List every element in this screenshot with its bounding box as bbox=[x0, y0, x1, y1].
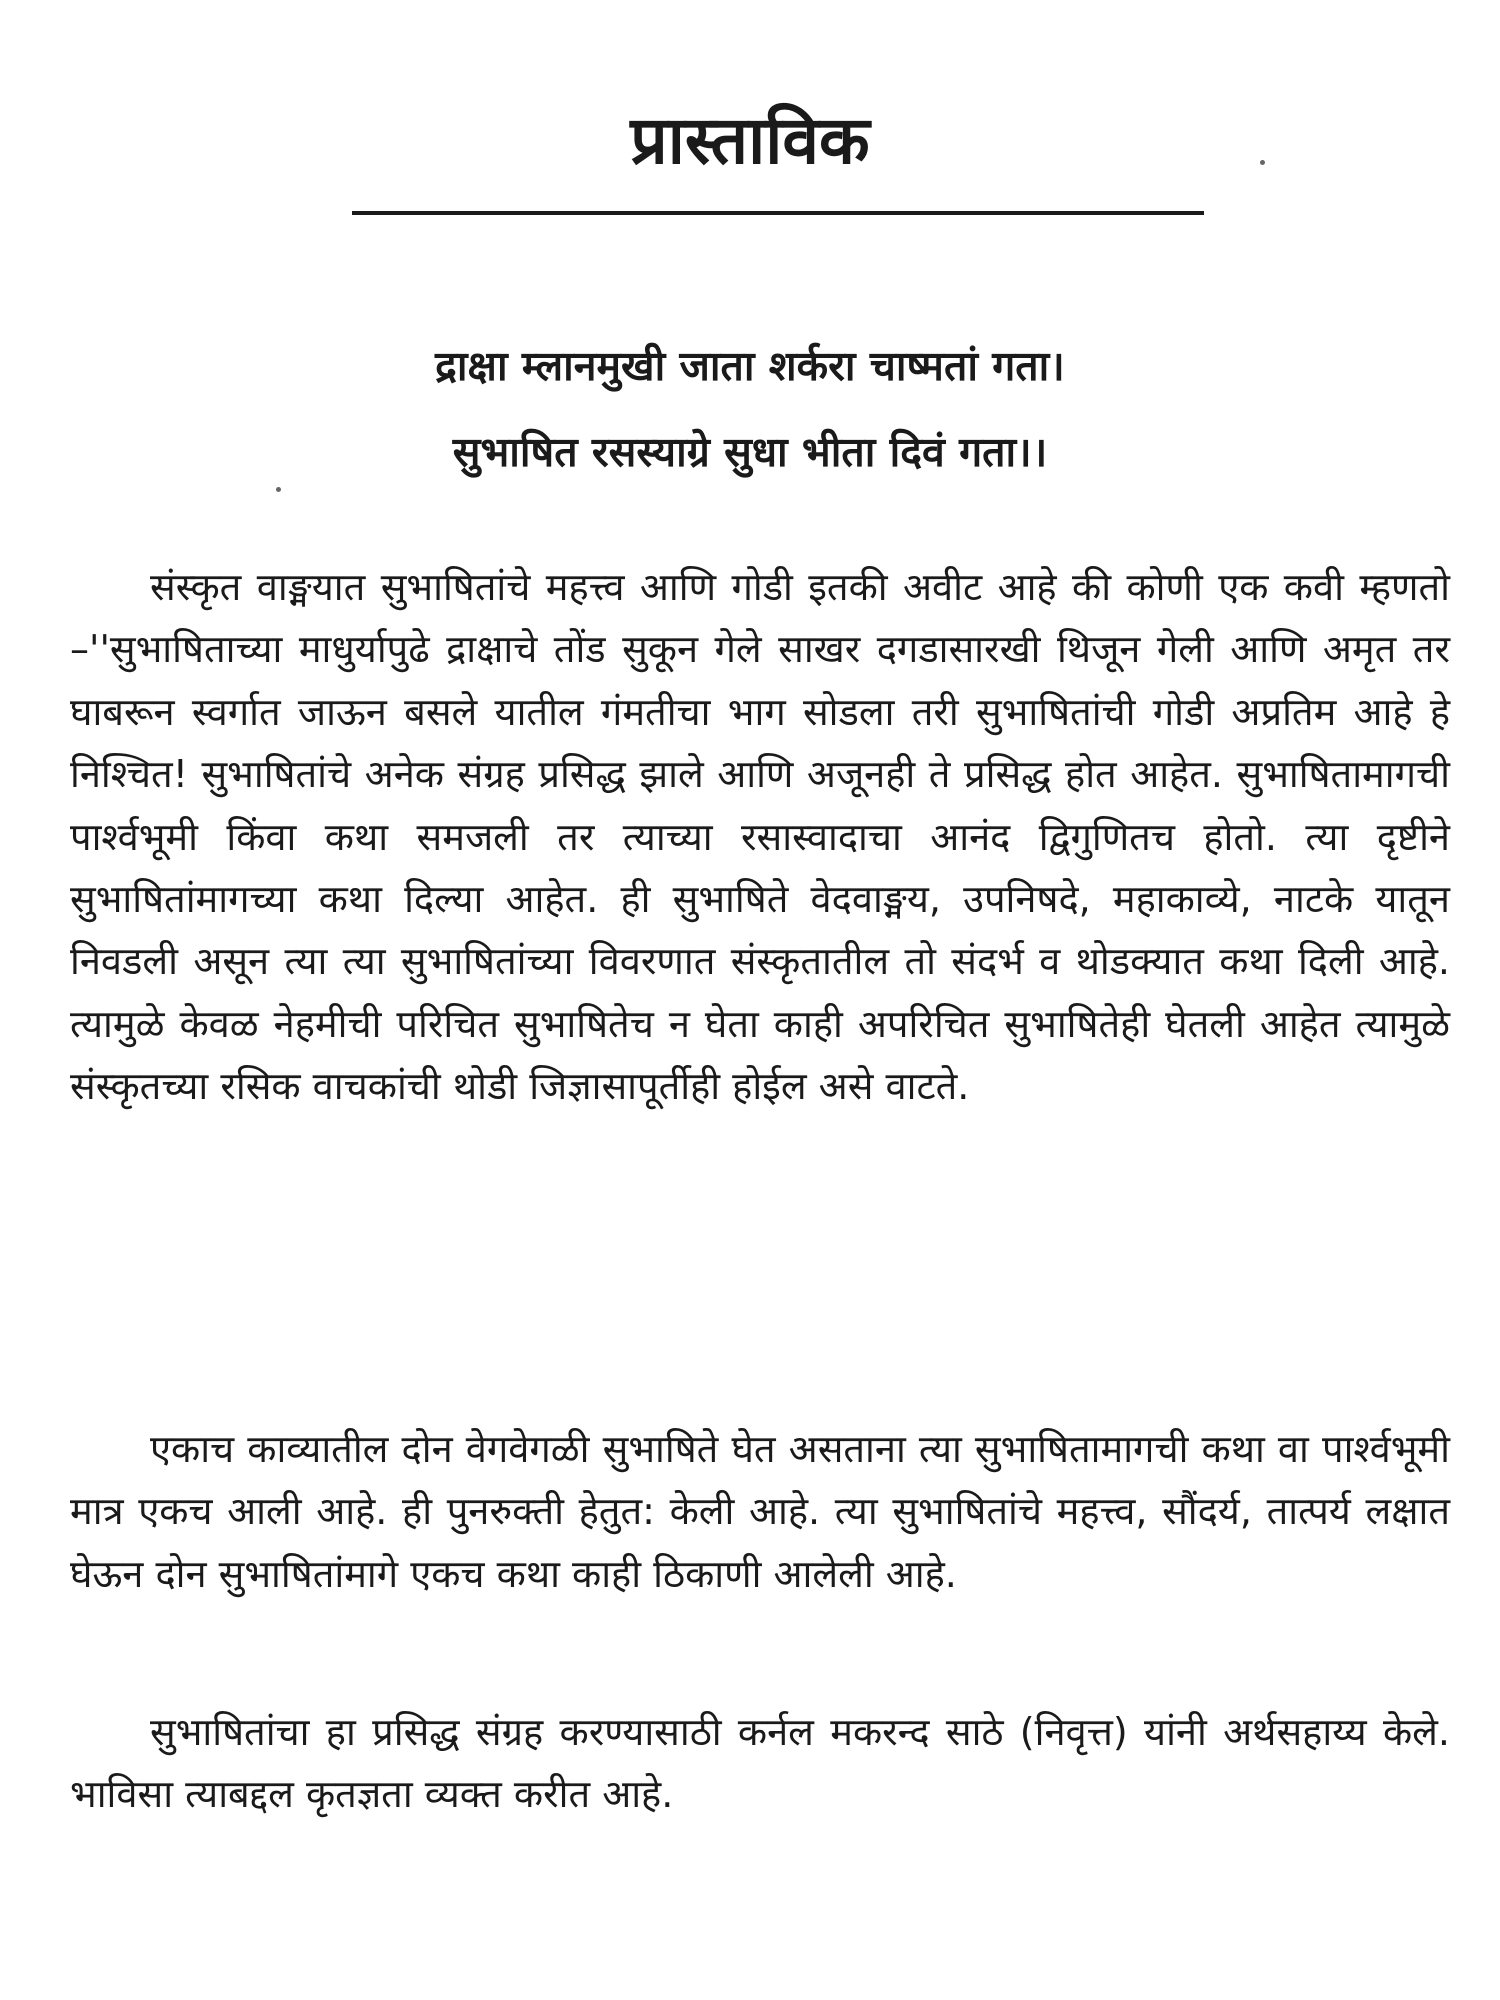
body-paragraph-2: एकाच काव्यातील दोन वेगवेगळी सुभाषिते घेत असताना त्या सुभाषितामागची कथा वा पार्श्वभूमी मात्र एकच आली आहे. ही पुनरुक्ती हेतुत: केली आहे. त्या सुभाषितांचे महत्त्व, सौंदर्य, तात्पर्य लक्षात घेऊन दोन सुभाषितांमागे एकच कथा काही ठिकाणी आलेली आहे. bbox=[70, 1427, 1450, 1596]
title-underline bbox=[352, 211, 1204, 215]
page-title: प्रास्ताविक bbox=[630, 102, 870, 179]
verse-line-1: द्राक्षा म्लानमुखी जाता शर्करा चाष्मतां गता। bbox=[435, 342, 1065, 390]
scan-speck bbox=[276, 487, 281, 492]
body-paragraph-3: सुभाषितांचा हा प्रसिद्ध संग्रह करण्यासाठी कर्नल मकरन्द साठे (निवृत्त) यांनी अर्थसहाय्य केले. भाविसा त्याबद्दल कृतज्ञता व्यक्त करीत आहे. bbox=[70, 1710, 1450, 1817]
verse-line-2: सुभाषित रसस्याग्रे सुधा भीता दिवं गता।। bbox=[452, 428, 1048, 476]
body-paragraph-1: संस्कृत वाङ्मयात सुभाषितांचे महत्त्व आणि गोडी इतकी अवीट आहे की कोणी एक कवी म्हणतो –''सुभाषिताच्या माधुर्यापुढे द्राक्षाचे तोंड सुकून गेले साखर दगडासारखी थिजून गेली आणि अमृत तर घाबरून स्वर्गात जाऊन बसले यातील गंमतीचा भाग सोडला तरी सुभाषितांची गोडी अप्रतिम आहे हे निश्चित! सुभाषितांचे अनेक संग्रह प्रसिद्ध झाले आणि अजूनही ते प्रसिद्ध होत आहेत. सुभाषितामागची पार्श्वभूमी किंवा कथा समजली तर त्याच्या रसास्वादाचा आनंद द्विगुणितच होतो. त्या दृष्टीने सुभाषितांमागच्या कथा दिल्या आहेत. ही सुभाषिते वेदवाङ्मय, उपनिषदे, महाकाव्ये, नाटके यातून निवडली असून त्या त्या सुभाषितांच्या विवरणात संस्कृतातील तो संदर्भ व थोडक्यात कथा दिली आहे. त्यामुळे केवळ नेहमीची परिचित सुभाषितेच न घेता काही अपरिचित सुभाषितेही घेतली आहेत त्यामुळे संस्कृतच्या रसिक वाचकांची थोडी जिज्ञासापूर्तीही होईल असे वाटते. bbox=[70, 565, 1450, 1109]
scan-speck bbox=[1260, 160, 1265, 165]
